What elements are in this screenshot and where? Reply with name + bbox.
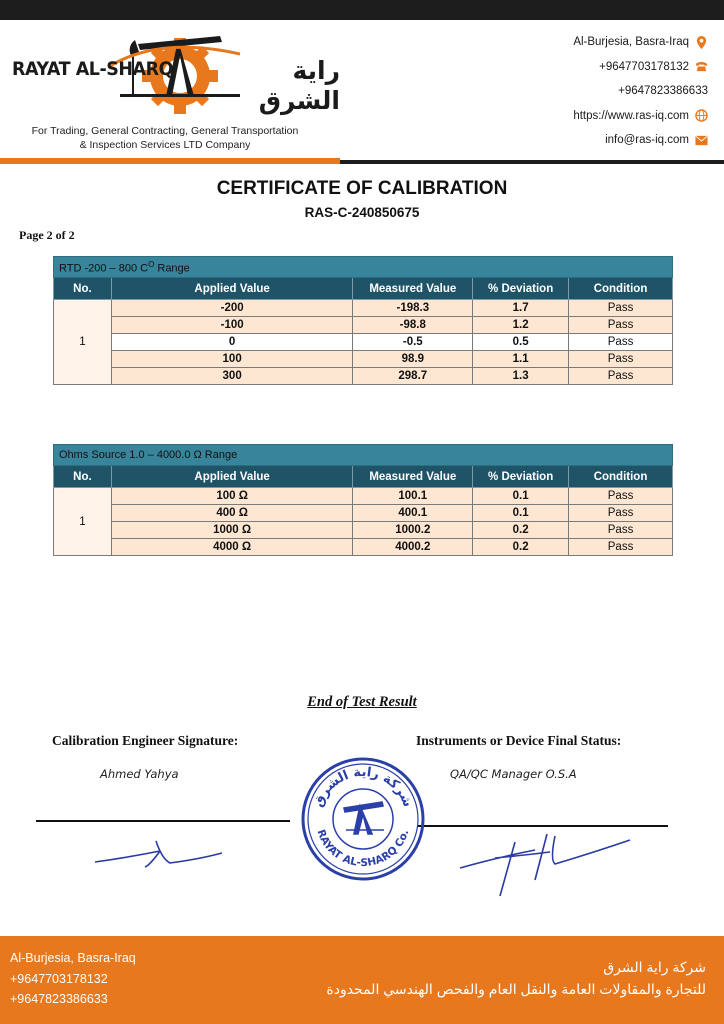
measured-value: -98.8 xyxy=(353,317,473,334)
table-row xyxy=(54,522,673,539)
address-text: Al-Burjesia, Basra-Iraq xyxy=(573,36,689,49)
footer-arabic-line-1: شركة راية الشرق xyxy=(603,959,706,975)
footer-contact xyxy=(10,948,136,1010)
column-header-applied: Applied Value xyxy=(111,466,352,488)
ohms-calibration-table xyxy=(53,444,673,556)
deviation-value: 1.3 xyxy=(473,368,569,385)
group-number: 1 xyxy=(54,488,112,556)
envelope-icon xyxy=(695,134,708,147)
footer-address: Al-Burjesia, Basra-Iraq xyxy=(10,951,136,965)
manager-name: QA/QC Manager O.S.A xyxy=(450,767,577,781)
table-header-row xyxy=(54,466,673,488)
rtd-table-caption xyxy=(54,257,673,278)
measured-value: 98.9 xyxy=(353,351,473,368)
phone-1-text: +9647703178132 xyxy=(599,60,689,73)
column-header-applied: Applied Value xyxy=(111,278,352,300)
measured-value: -198.3 xyxy=(353,300,473,317)
contact-email xyxy=(573,128,708,153)
column-header-deviation: % Deviation xyxy=(473,466,569,488)
condition-value: Pass xyxy=(569,368,673,385)
stamp-arabic-text: شركة راية الشرق xyxy=(310,764,416,810)
column-header-measured: Measured Value xyxy=(353,278,473,300)
telephone-icon xyxy=(695,60,708,73)
table-row xyxy=(54,300,673,317)
top-bar xyxy=(0,0,724,20)
table-row xyxy=(54,351,673,368)
end-of-test-heading: End of Test Result xyxy=(307,694,417,710)
certificate-title: CERTIFICATE OF CALIBRATION xyxy=(216,178,508,199)
measured-value: 298.7 xyxy=(353,368,473,385)
phone-2-text: +9647823386633 xyxy=(618,85,708,98)
condition-value: Pass xyxy=(569,522,673,539)
rtd-caption-text: RTD -200 – 800 C xyxy=(59,262,149,275)
applied-value: -100 xyxy=(111,317,352,334)
table-caption-row xyxy=(54,445,673,466)
group-number: 1 xyxy=(54,300,112,385)
measured-value: 400.1 xyxy=(353,505,473,522)
rtd-caption-suffix: Range xyxy=(154,262,190,275)
manager-signature-icon xyxy=(455,830,635,900)
measured-value: -0.5 xyxy=(353,334,473,351)
measured-value: 1000.2 xyxy=(353,522,473,539)
applied-value: 300 xyxy=(111,368,352,385)
contact-website xyxy=(573,104,708,129)
table-caption-row xyxy=(54,257,673,278)
footer-phone-1: +9647703178132 xyxy=(10,971,108,986)
condition-value: Pass xyxy=(569,351,673,368)
column-header-no: No. xyxy=(54,466,112,488)
table-row xyxy=(54,539,673,556)
deviation-value: 0.5 xyxy=(473,334,569,351)
logo-latin-text: RAYAT AL-SHARQ xyxy=(12,58,174,80)
table-row xyxy=(54,505,673,522)
deviation-value: 0.2 xyxy=(473,539,569,556)
location-pin-icon xyxy=(695,36,708,49)
column-header-measured: Measured Value xyxy=(353,466,473,488)
applied-value: 100 Ω xyxy=(111,488,352,505)
column-header-condition: Condition xyxy=(569,278,673,300)
website-text[interactable]: https://www.ras-iq.com xyxy=(573,109,689,122)
company-logo xyxy=(10,26,340,154)
engineer-name: Ahmed Yahya xyxy=(100,767,179,781)
condition-value: Pass xyxy=(569,505,673,522)
page-number: Page 2 of 2 xyxy=(19,228,75,242)
engineer-signature-line xyxy=(36,820,290,822)
applied-value: 400 Ω xyxy=(111,505,352,522)
table-row xyxy=(54,334,673,351)
column-header-deviation: % Deviation xyxy=(473,278,569,300)
contact-phone-2 xyxy=(573,79,708,104)
applied-value: 100 xyxy=(111,351,352,368)
deviation-value: 0.2 xyxy=(473,522,569,539)
certificate-number: RAS-C-240850675 xyxy=(304,205,420,220)
footer-arabic-company xyxy=(326,956,706,1000)
measured-value: 4000.2 xyxy=(353,539,473,556)
engineer-signature-label: Calibration Engineer Signature: xyxy=(52,733,239,748)
contact-address xyxy=(573,30,708,55)
contact-block xyxy=(573,30,708,153)
applied-value: 1000 Ω xyxy=(111,522,352,539)
page-footer xyxy=(0,936,724,1024)
tagline-line-2: & Inspection Services LTD Company xyxy=(79,139,251,151)
footer-arabic-line-2: للتجارة والمقاولات العامة والنقل العام والفحص الهندسي المحدودة xyxy=(326,981,706,997)
deviation-value: 1.2 xyxy=(473,317,569,334)
condition-value: Pass xyxy=(569,334,673,351)
header-rule-orange xyxy=(0,158,340,164)
deviation-value: 0.1 xyxy=(473,505,569,522)
manager-signature-line xyxy=(418,825,668,827)
rtd-calibration-table xyxy=(53,256,673,385)
table-row xyxy=(54,368,673,385)
applied-value: 4000 Ω xyxy=(111,539,352,556)
engineer-signature-icon xyxy=(90,835,230,875)
condition-value: Pass xyxy=(569,300,673,317)
header-rule-dark xyxy=(340,160,724,164)
condition-value: Pass xyxy=(569,539,673,556)
tagline-line-1: For Trading, General Contracting, General Transportation xyxy=(31,125,299,137)
table-header-row xyxy=(54,278,673,300)
email-text[interactable]: info@ras-iq.com xyxy=(605,134,689,147)
contact-phone-1 xyxy=(573,55,708,80)
condition-value: Pass xyxy=(569,317,673,334)
column-header-no: No. xyxy=(54,278,112,300)
column-header-condition: Condition xyxy=(569,466,673,488)
table-row xyxy=(54,488,673,505)
stamp-latin-text: RAYAT AL-SHARQ Co. xyxy=(314,827,412,870)
ohms-table-caption: Ohms Source 1.0 – 4000.0 Ω Range xyxy=(54,445,673,466)
measured-value: 100.1 xyxy=(353,488,473,505)
company-tagline xyxy=(10,124,320,152)
deviation-value: 1.7 xyxy=(473,300,569,317)
condition-value: Pass xyxy=(569,488,673,505)
logo-arabic-text: راية الشرق xyxy=(258,57,340,115)
final-status-label: Instruments or Device Final Status: xyxy=(416,733,622,748)
applied-value: 0 xyxy=(111,334,352,351)
company-stamp-icon xyxy=(300,756,426,882)
globe-icon xyxy=(695,109,708,122)
rtd-caption-degree: O xyxy=(148,259,155,269)
applied-value: -200 xyxy=(111,300,352,317)
footer-phone-2: +9647823386633 xyxy=(10,992,108,1006)
deviation-value: 1.1 xyxy=(473,351,569,368)
deviation-value: 0.1 xyxy=(473,488,569,505)
table-row xyxy=(54,317,673,334)
